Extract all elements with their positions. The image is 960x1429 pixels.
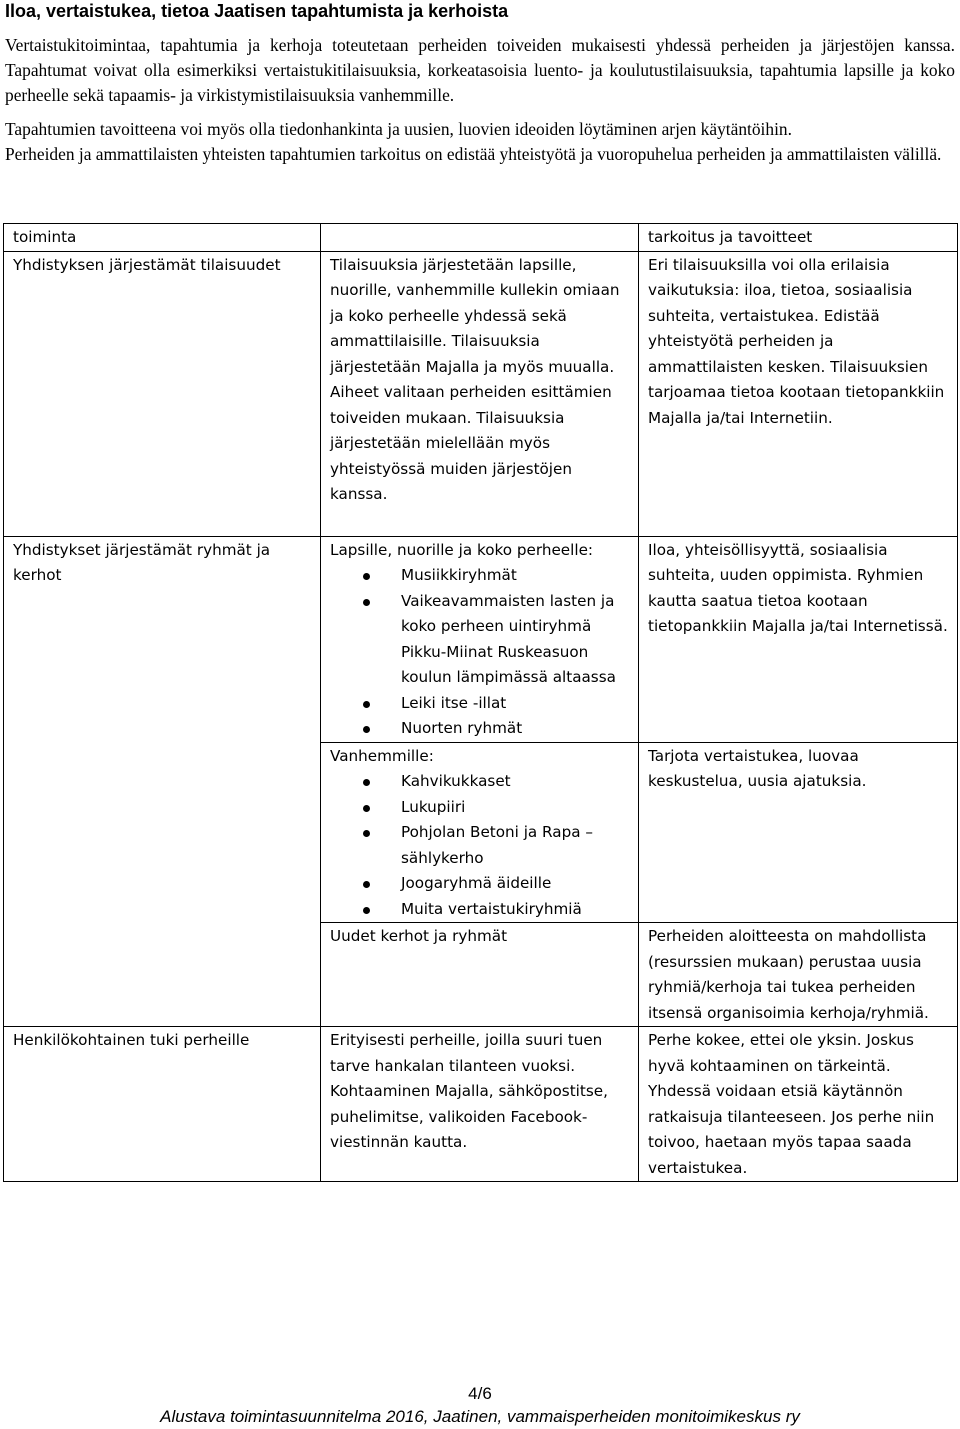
- purpose-cell: Tarjota vertaistukea, luovaa keskustelua, uusia ajatuksia.: [639, 742, 958, 923]
- groups-intro: Lapsille, nuorille ja koko perheelle:: [330, 540, 594, 559]
- list-item: [330, 716, 631, 742]
- list-item-label: Joogaryhmä äideille: [401, 874, 552, 892]
- list-item-label: Leiki itse -illat: [401, 693, 507, 712]
- list-item: [330, 563, 631, 589]
- bullet-icon: [363, 599, 370, 606]
- bullet-icon: [363, 573, 370, 580]
- purpose-cell: Perheiden aloitteesta on mahdollista (resurssien mukaan) perustaa uusia ryhmiä/kerhoja tai tukea perheiden itsensä organisoimia kerhoja/ryhmiä.: [639, 923, 958, 1027]
- purpose-cell: Eri tilaisuuksilla voi olla erilaisia vaikutuksia: iloa, tietoa, sosiaalisia suhteita, vertaistukea. Edistää yhteistyötä perheiden ja ammattilaisten kesken. Tilaisuuksien tarjoamaa tietoa kootaan tietopankkiin Majalla ja/tai Internetiin.: [639, 251, 958, 536]
- description-cell: Erityisesti perheille, joilla suuri tuen tarve hankalan tilanteen vuoksi. Kohtaaminen Majalla, sähköpostitse, puhelimitse, valikoiden Facebook-viestinnän kautta.: [321, 1027, 639, 1182]
- list-item-label: Kahvikukkaset: [401, 772, 511, 790]
- bullet-icon: [363, 805, 370, 812]
- table-row: [4, 536, 958, 742]
- description-cell: [321, 536, 639, 742]
- description-cell: [321, 742, 639, 923]
- table-row: [4, 1027, 958, 1182]
- section-heading: Iloa, vertaistukea, tietoa Jaatisen tapahtumista ja kerhoista: [5, 1, 509, 21]
- purpose-cell: Perhe kokee, ettei ole yksin. Joskus hyvä kohtaaminen on tärkeintä. Yhdessä voidaan etsiä käytännön ratkaisuja tilanteeseen. Jos perhe niin toivoo, haetaan myös tapaa saada vertaistukea.: [639, 1027, 958, 1182]
- parents-intro: Vanhemmille:: [330, 746, 434, 765]
- bullet-icon: [363, 830, 370, 837]
- groups-list: [330, 563, 631, 742]
- goals-paragraph: [5, 117, 955, 167]
- intro-text: Vertaistukitoimintaa, tapahtumia ja kerhoja toteutetaan perheiden toiveiden mukaisesti yhdessä perheiden ja järjestöjen kanssa. Tapahtumat voivat olla esimerkiksi vertaistukitilaisuuksia, korkeatasoisia luento- ja koulutustilaisuuksia, tapahtumia lapsille ja koko perheelle sekä tapaamis- ja virkistymistilaisuuksia vanhemmille.: [5, 35, 955, 105]
- list-item: [330, 769, 631, 795]
- intro-paragraph: [5, 33, 955, 108]
- list-item: [330, 589, 631, 691]
- list-item-label: Vaikeavammaisten lasten ja koko perheen uintiryhmä Pikku-Miinat Ruskeasuon koulun lämpimässä altaassa: [401, 591, 616, 686]
- header-cell-purpose: tarkoitus ja tavoitteet: [639, 224, 958, 252]
- table-header-row: [4, 224, 958, 252]
- activity-cell: Yhdistykset järjestämät ryhmät ja kerhot: [4, 536, 321, 1027]
- purpose-cell: Iloa, yhteisöllisyyttä, sosiaalisia suhteita, uuden oppimista. Ryhmien kautta saatua tietoa kootaan tietopankkiin Majalla ja/tai Internetissä.: [639, 536, 958, 742]
- list-item-label: Pohjolan Betoni ja Rapa – sählykerho: [401, 823, 593, 867]
- page-number: 4/6: [468, 1384, 492, 1403]
- bullet-icon: [363, 726, 370, 733]
- list-item-label: Lukupiiri: [401, 797, 466, 816]
- activity-plan-table: [3, 223, 958, 1182]
- table-row: [4, 251, 958, 536]
- goals-text-1: Tapahtumien tavoitteena voi myös olla tiedonhankinta ja uusien, luovien ideoiden löytäminen arjen käytäntöihin.: [5, 119, 792, 139]
- activity-cell: Yhdistyksen järjestämät tilaisuudet: [4, 251, 321, 536]
- list-item: [330, 871, 631, 897]
- goals-text-2: Perheiden ja ammattilaisten yhteisten tapahtumien tarkoitus on edistää yhteistyötä ja vuoropuhelua perheiden ja ammattilaisten välillä.: [5, 144, 942, 164]
- description-cell: Uudet kerhot ja ryhmät: [321, 923, 639, 1027]
- bullet-icon: [363, 701, 370, 708]
- list-item: [330, 897, 631, 923]
- bullet-icon: [363, 779, 370, 786]
- header-cell-activity: toiminta: [4, 224, 321, 252]
- bullet-icon: [363, 907, 370, 914]
- list-item-label: Nuorten ryhmät: [401, 719, 523, 737]
- list-item-label: Muita vertaistukiryhmiä: [401, 899, 582, 918]
- bullet-icon: [363, 881, 370, 888]
- list-item-label: Musiikkiryhmät: [401, 566, 517, 584]
- description-cell: Tilaisuuksia järjestetään lapsille, nuorille, vanhemmille kullekin omiaan ja koko perheelle yhdessä sekä ammattilaisille. Tilaisuuksia järjestetään Majalla ja myös muualla. Aiheet valitaan perheiden esittämien toiveiden mukaan. Tilaisuuksia järjestetään mielellään myös yhteistyössä muiden järjestöjen kanssa.: [321, 251, 639, 536]
- activity-cell: Henkilökohtainen tuki perheille: [4, 1027, 321, 1182]
- list-item: [330, 795, 631, 821]
- header-cell-description: [321, 224, 639, 252]
- footer-text: Alustava toimintasuunnitelma 2016, Jaatinen, vammaisperheiden monitoimikeskus ry: [160, 1407, 800, 1426]
- parents-list: [330, 769, 631, 922]
- list-item: [330, 691, 631, 717]
- list-item: [330, 820, 631, 871]
